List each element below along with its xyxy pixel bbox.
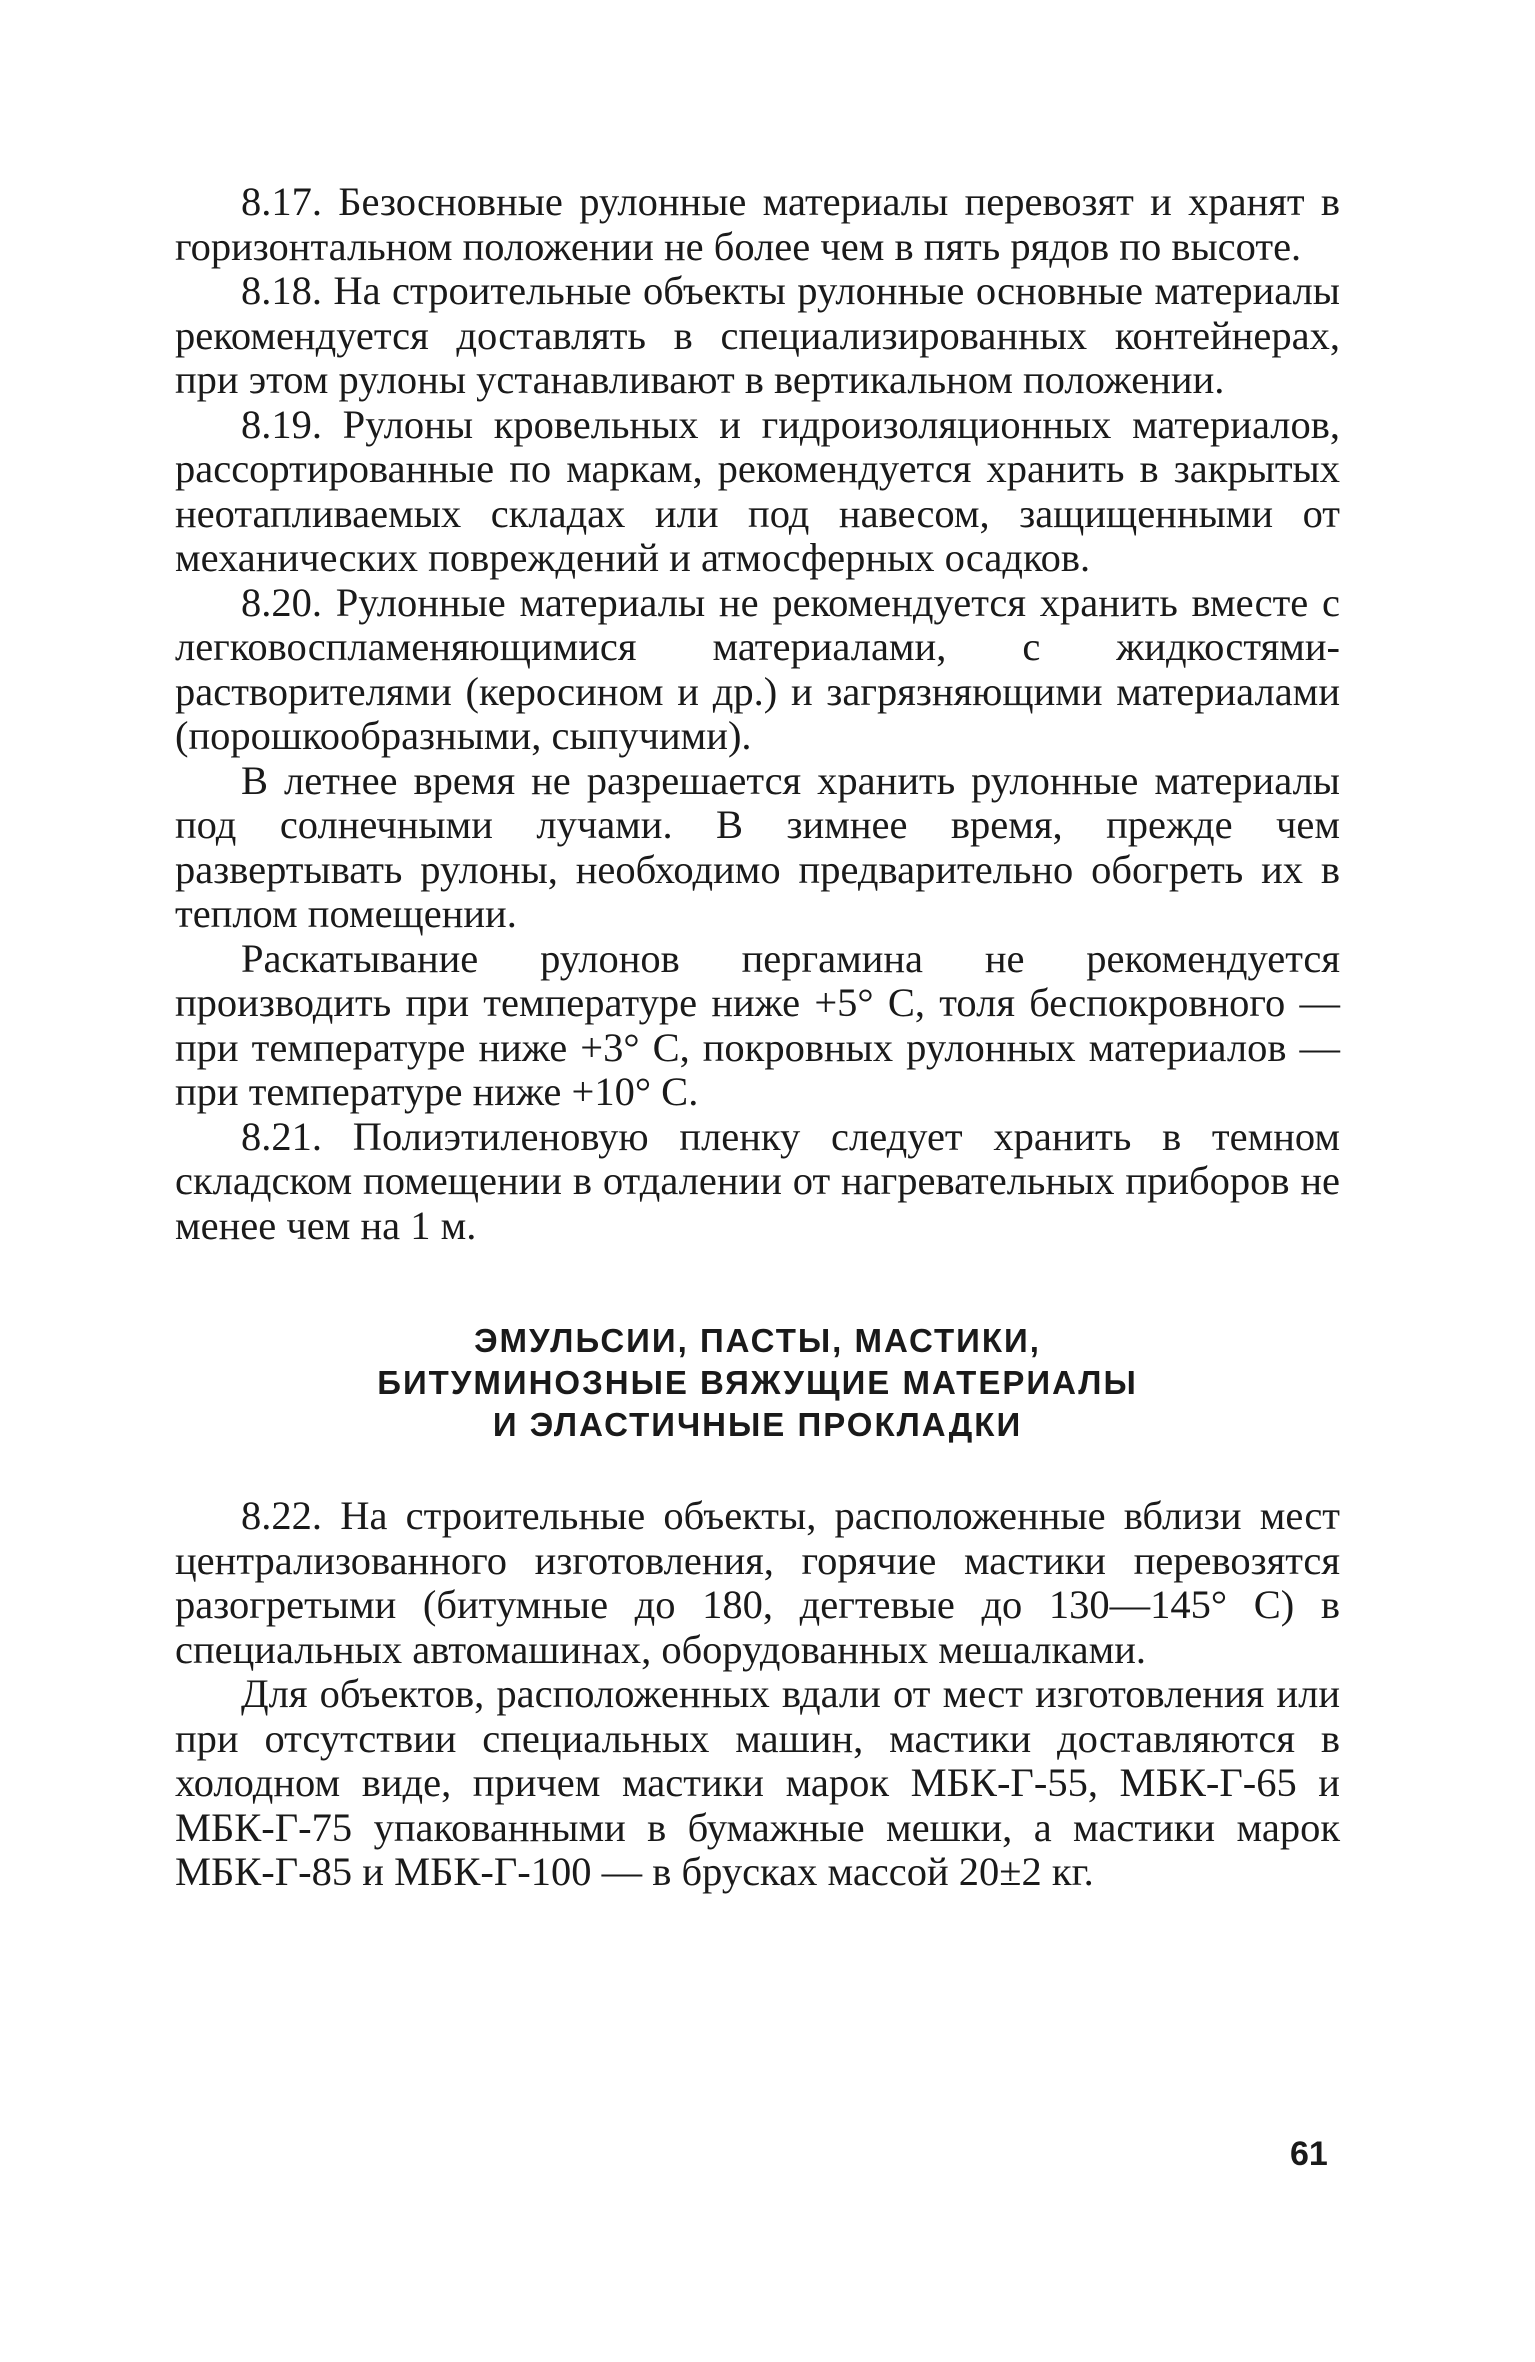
heading-line-2: БИТУМИНОЗНЫЕ ВЯЖУЩИЕ МАТЕРИАЛЫ xyxy=(377,1364,1138,1401)
paragraph-text: Полиэтиленовую пленку следует хранить в темном складском помещении в отдалении от нагревательных приборов не менее чем на 1 м. xyxy=(175,1113,1340,1248)
paragraph-8-22 xyxy=(175,1494,1340,1672)
paragraph-unrolling-temperature xyxy=(175,937,1340,1115)
paragraph-summer-storage xyxy=(175,759,1340,937)
clause-number: 8.18. xyxy=(241,268,322,313)
paragraph-text: В летнее время не разрешается хранить рулонные материалы под солнечными лучами. В зимнее время, прежде чем развертывать рулоны, необходимо предварительно обогреть их в теплом помещении. xyxy=(175,757,1340,936)
paragraph-remote-objects xyxy=(175,1672,1340,1895)
paragraph-text: Рулоны кровельных и гидроизоляционных материалов, рассортированные по маркам, рекомендуется хранить в закрытых неотапливаемых складах или под навесом, защищенными от механических повреждений и атмосферных осадков. xyxy=(175,401,1340,580)
paragraph-8-21 xyxy=(175,1115,1340,1249)
paragraph-text: На строительные объекты рулонные основные материалы рекомендуется доставлять в специализированных контейнерах, при этом рулоны устанавливают в вертикальном положении. xyxy=(175,268,1340,402)
paragraph-text: Раскатывание рулонов пергамина не рекомендуется производить при температуре ниже +5° С, толя беспокровного — при температуре ниже +3° С, покровных рулонных материалов — при температуре ниже +10° С. xyxy=(175,935,1340,1114)
paragraph-text: Безосновные рулонные материалы перевозят и хранят в горизонтальном положении не более чем в пять рядов по высоте. xyxy=(175,179,1340,269)
clause-number: 8.22. xyxy=(241,1493,322,1538)
paragraph-8-19 xyxy=(175,403,1340,581)
document-page xyxy=(175,180,1340,1895)
heading-line-1: ЭМУЛЬСИИ, ПАСТЫ, МАСТИКИ, xyxy=(474,1322,1041,1359)
page-number: 61 xyxy=(1290,2135,1328,2173)
paragraph-text: Рулонные материалы не рекомендуется хранить вместе с легковоспламеняющимися материалами, с жидкостями-растворителями (керосином и др.) и загрязняющими материалами (порошкообразными, сыпучими). xyxy=(175,579,1340,758)
paragraph-text: На строительные объекты, расположенные вблизи мест централизованного изготовления, горячие мастики перевозятся разогретыми (битумные до 180, дегтевые до 130—145° С) в специальных автомашинах, оборудованных мешалками. xyxy=(175,1493,1340,1672)
paragraph-8-18 xyxy=(175,269,1340,403)
clause-number: 8.17. xyxy=(241,179,322,224)
clause-number: 8.19. xyxy=(241,401,322,447)
heading-line-3: И ЭЛАСТИЧНЫЕ ПРОКЛАДКИ xyxy=(492,1406,1023,1443)
paragraph-text: Для объектов, расположенных вдали от мест изготовления или при отсутствии специальных машин, мастики доставляются в холодном виде, причем мастики марок МБК-Г-55, МБК-Г-65 и МБК-Г-75 упакованными в бумажные мешки, а мастики марок МБК-Г-85 и МБК-Г-100 — в брусках массой 20±2 кг. xyxy=(175,1671,1340,1894)
paragraph-8-17 xyxy=(175,180,1340,269)
clause-number: 8.20. xyxy=(241,579,322,625)
clause-number: 8.21. xyxy=(241,1113,322,1159)
paragraph-8-20 xyxy=(175,581,1340,759)
section-heading xyxy=(175,1320,1340,1446)
